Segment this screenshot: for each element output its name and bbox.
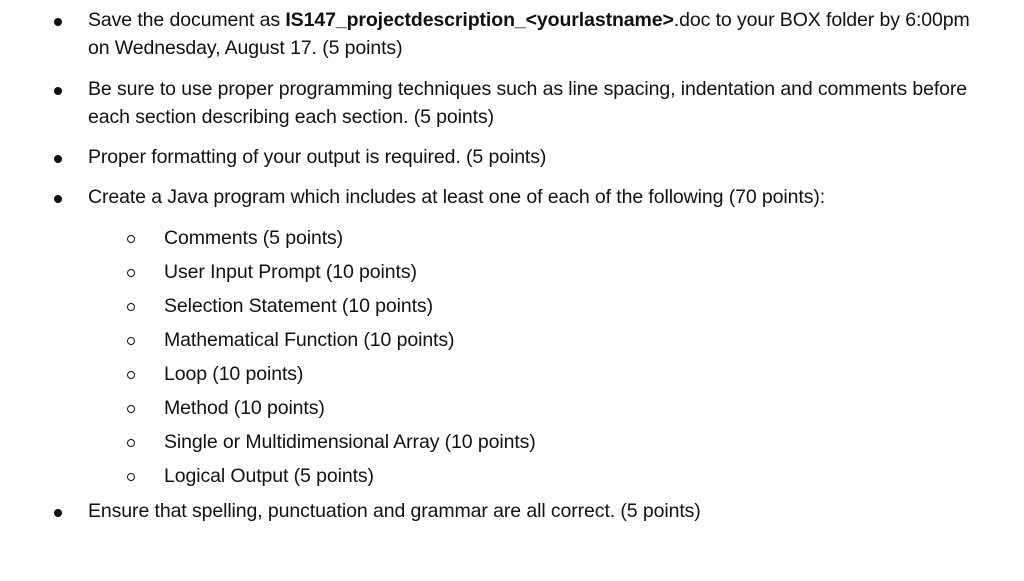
sub-list-item-text: Single or Multidimensional Array (10 points) <box>164 431 536 453</box>
sub-list-item <box>0 326 1024 354</box>
sub-list-item-text: Method (10 points) <box>164 397 325 419</box>
bullet-text: Create a Java program which includes at least one of each of the following (70 points): <box>88 186 826 208</box>
sub-list-item <box>0 462 1024 490</box>
hollow-circle-bullet-icon <box>127 439 135 447</box>
bullet-dot-icon <box>54 155 62 163</box>
sub-list-item <box>0 292 1024 320</box>
sub-list-item <box>0 394 1024 422</box>
sub-list-item-text: Selection Statement (10 points) <box>164 295 433 317</box>
filename-bold: IS147_projectdescription_<yourlastname> <box>285 9 674 31</box>
sub-list-item-text: Loop (10 points) <box>164 363 304 385</box>
sub-list-item-text: Comments (5 points) <box>164 227 344 249</box>
sub-list-item-text: User Input Prompt (10 points) <box>164 261 417 283</box>
bullet-text: Ensure that spelling, punctuation and grammar are all correct. (5 points) <box>88 500 701 522</box>
bullet-text-prefix: Save the document as <box>88 9 286 31</box>
bullet-text: Be sure to use proper programming techniques such as line spacing, indentation and comments before each section describing each section. (5 points) <box>88 78 968 128</box>
hollow-circle-bullet-icon <box>127 405 135 413</box>
bullet-dot-icon <box>54 509 62 517</box>
sub-list-item-text: Logical Output (5 points) <box>164 465 374 487</box>
hollow-circle-bullet-icon <box>127 235 135 243</box>
hollow-circle-bullet-icon <box>127 303 135 311</box>
bullet-dot-icon <box>54 195 62 203</box>
sub-list-item <box>0 428 1024 456</box>
bullet-text: Proper formatting of your output is required. (5 points) <box>88 146 547 168</box>
sub-list-item <box>0 258 1024 286</box>
bullet-dot-icon <box>54 18 62 26</box>
bullet-text-suffix: .doc to your BOX folder by 6:00pm on Wednesday, August 17. (5 points) <box>88 9 970 59</box>
hollow-circle-bullet-icon <box>127 337 135 345</box>
hollow-circle-bullet-icon <box>127 371 135 379</box>
hollow-circle-bullet-icon <box>127 269 135 277</box>
bullet-text <box>88 6 993 62</box>
bullet-dot-icon <box>54 87 62 95</box>
sub-list-item-text: Mathematical Function (10 points) <box>164 329 455 351</box>
sub-list-item <box>0 224 1024 252</box>
sub-list-item <box>0 360 1024 388</box>
hollow-circle-bullet-icon <box>127 473 135 481</box>
